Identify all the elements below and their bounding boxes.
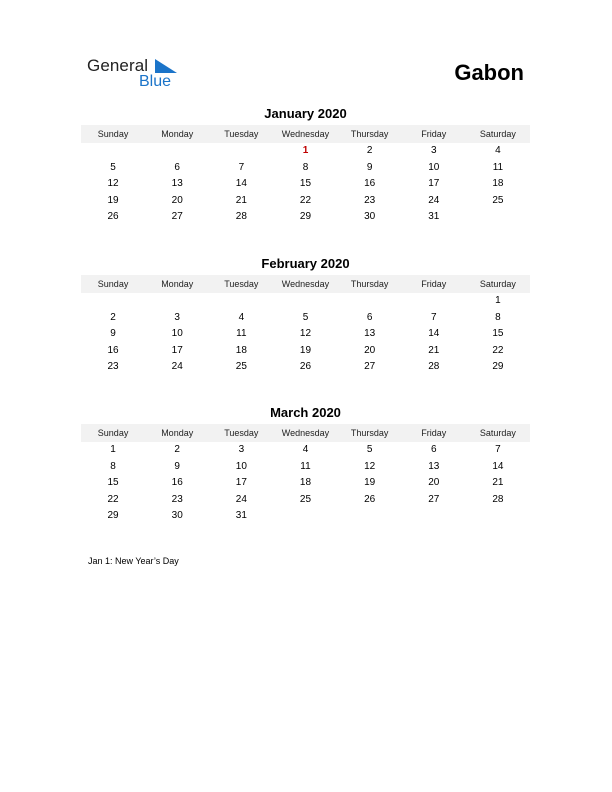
- day-cell: 11: [300, 460, 311, 472]
- day-cell: 10: [171, 328, 183, 340]
- day-cell: 18: [299, 477, 312, 489]
- day-cell: 21: [428, 344, 440, 356]
- day-cell: 31: [428, 211, 440, 223]
- day-cell: 7: [430, 311, 437, 323]
- day-cell: 17: [235, 477, 247, 489]
- day-cell: 11: [492, 161, 504, 173]
- day-cell: 29: [492, 361, 504, 373]
- day-cell: 24: [171, 361, 183, 373]
- day-cell: 21: [235, 194, 247, 206]
- day-cell: 18: [235, 344, 247, 356]
- day-cell: 11: [236, 328, 247, 340]
- day-cell: 7: [495, 444, 501, 455]
- month-title: January 2020: [264, 106, 347, 121]
- day-cell: 15: [107, 477, 119, 489]
- month-grid: [81, 442, 530, 525]
- empty-day-cell: [209, 143, 273, 160]
- day-cell: 29: [107, 510, 119, 522]
- month-title: February 2020: [261, 256, 350, 271]
- weekday-label: Monday: [161, 279, 194, 289]
- day-cell: 3: [238, 444, 245, 455]
- weekday-label: Friday: [421, 428, 447, 438]
- day-cell: 25: [492, 194, 504, 206]
- week-row: [81, 310, 530, 327]
- weekday-label: Saturday: [479, 129, 516, 139]
- week-row: [81, 492, 530, 509]
- empty-day-cell: [466, 209, 530, 226]
- week-row: [81, 343, 530, 360]
- day-cell: 17: [428, 178, 440, 190]
- holiday-note: Jan 1: New Year’s Day: [88, 556, 179, 566]
- empty-day-cell: [81, 143, 145, 160]
- day-cell: 1: [495, 295, 501, 306]
- day-cell: 6: [430, 444, 437, 455]
- day-cell: 4: [238, 311, 245, 323]
- day-cell: 14: [235, 178, 247, 190]
- day-cell: 18: [492, 178, 504, 190]
- day-cell: 8: [110, 460, 116, 472]
- day-cell: 16: [171, 477, 183, 489]
- day-cell: 21: [492, 477, 504, 489]
- day-cell: 26: [364, 493, 376, 505]
- week-row: [81, 442, 530, 459]
- day-cell: 10: [235, 460, 247, 472]
- month-grid: [81, 293, 530, 376]
- day-cell: 13: [428, 460, 440, 472]
- holiday-notes: [88, 556, 179, 566]
- logo-text-general: General: [87, 56, 149, 75]
- day-cell: 10: [428, 161, 440, 173]
- day-cell: 27: [428, 493, 440, 505]
- week-row: [81, 209, 530, 226]
- logo-text-blue: Blue: [139, 73, 172, 90]
- day-cell: 25: [299, 493, 312, 505]
- day-cell: 13: [364, 328, 376, 340]
- day-cell: 16: [107, 344, 119, 356]
- day-cell: 15: [492, 328, 504, 340]
- weekday-label: Wednesday: [281, 129, 330, 139]
- day-cell: 2: [366, 145, 373, 156]
- day-cell: 7: [238, 161, 245, 173]
- day-cell: 26: [107, 211, 119, 223]
- country-name: Gabon: [454, 60, 524, 85]
- week-row: [81, 508, 530, 525]
- day-cell: 24: [428, 194, 440, 206]
- logo-triangle-icon: [155, 59, 177, 73]
- weekday-label: Thursday: [350, 428, 389, 438]
- day-cell: 6: [174, 161, 180, 173]
- weekday-label: Sunday: [97, 129, 129, 139]
- weekday-label: Monday: [161, 129, 194, 139]
- weekday-label: Tuesday: [224, 129, 259, 139]
- day-cell: 22: [299, 194, 312, 206]
- day-cell: 27: [364, 361, 376, 373]
- week-row: [81, 160, 530, 177]
- empty-day-cell: [145, 293, 209, 310]
- day-cell: 1: [302, 145, 309, 156]
- empty-day-cell: [402, 508, 466, 525]
- day-cell: 17: [171, 344, 183, 356]
- day-cell: 24: [235, 493, 247, 505]
- day-cell: 2: [110, 311, 116, 323]
- weekday-header: [81, 275, 530, 293]
- day-cell: 23: [107, 361, 119, 373]
- weekday-label: Sunday: [97, 428, 129, 438]
- day-cell: 4: [302, 444, 309, 455]
- day-cell: 12: [364, 460, 376, 472]
- week-row: [81, 475, 530, 492]
- day-cell: 14: [492, 460, 504, 472]
- day-cell: 8: [495, 311, 501, 323]
- day-cell: 15: [299, 178, 312, 190]
- weekday-label: Tuesday: [224, 428, 259, 438]
- empty-day-cell: [402, 293, 466, 310]
- day-cell: 16: [364, 178, 376, 190]
- day-cell: 4: [495, 145, 501, 156]
- day-cell: 2: [174, 444, 180, 455]
- day-cell: 3: [174, 311, 180, 323]
- day-cell: 28: [235, 211, 247, 223]
- day-cell: 30: [171, 510, 183, 522]
- day-cell: 14: [428, 328, 440, 340]
- weekday-label: Saturday: [479, 279, 516, 289]
- empty-day-cell: [81, 293, 145, 310]
- empty-day-cell: [466, 508, 530, 525]
- day-cell: 13: [171, 178, 183, 190]
- weekday-label: Wednesday: [281, 428, 330, 438]
- day-cell: 19: [299, 344, 312, 356]
- day-cell: 1: [110, 444, 116, 455]
- day-cell: 6: [366, 311, 373, 323]
- month-title: March 2020: [270, 405, 341, 420]
- day-cell: 22: [107, 493, 119, 505]
- weekday-label: Thursday: [350, 129, 389, 139]
- day-cell: 26: [299, 361, 312, 373]
- day-cell: 23: [364, 194, 376, 206]
- weekday-label: Thursday: [350, 279, 389, 289]
- day-cell: 29: [299, 211, 312, 223]
- weekday-label: Wednesday: [281, 279, 330, 289]
- weekday-label: Saturday: [479, 428, 516, 438]
- day-cell: 9: [174, 460, 180, 472]
- month-calendar-february: [81, 255, 530, 376]
- weekday-label: Sunday: [97, 279, 129, 289]
- day-cell: 22: [492, 344, 504, 356]
- week-row: [81, 326, 530, 343]
- day-cell: 20: [428, 477, 440, 489]
- week-row: [81, 193, 530, 210]
- month-grid: [81, 143, 530, 226]
- weekday-label: Monday: [161, 428, 194, 438]
- weekday-label: Friday: [421, 279, 447, 289]
- day-cell: 19: [107, 194, 119, 206]
- day-cell: 9: [110, 328, 116, 340]
- empty-day-cell: [145, 143, 209, 160]
- day-cell: 23: [171, 493, 183, 505]
- day-cell: 28: [492, 493, 504, 505]
- day-cell: 5: [302, 311, 309, 323]
- day-cell: 9: [366, 161, 373, 173]
- day-cell: 30: [364, 211, 376, 223]
- weekday-header: [81, 424, 530, 442]
- empty-day-cell: [338, 293, 402, 310]
- day-cell: 8: [302, 161, 309, 173]
- day-cell: 25: [235, 361, 247, 373]
- day-cell: 20: [171, 194, 183, 206]
- day-cell: 28: [428, 361, 440, 373]
- day-cell: 19: [364, 477, 376, 489]
- weekday-label: Friday: [421, 129, 447, 139]
- month-calendar-march: [81, 404, 530, 525]
- day-cell: 20: [364, 344, 376, 356]
- day-cell: 27: [171, 211, 183, 223]
- week-row: [81, 143, 530, 160]
- day-cell: 12: [299, 328, 312, 340]
- empty-day-cell: [273, 508, 337, 525]
- day-cell: 5: [366, 444, 373, 455]
- day-cell: 31: [235, 510, 247, 522]
- week-row: [81, 176, 530, 193]
- weekday-label: Tuesday: [224, 279, 259, 289]
- day-cell: 12: [107, 178, 119, 190]
- empty-day-cell: [209, 293, 273, 310]
- week-row: [81, 359, 530, 376]
- weekday-header: [81, 125, 530, 143]
- empty-day-cell: [338, 508, 402, 525]
- month-calendar-january: [81, 105, 530, 226]
- day-cell: 3: [430, 145, 437, 156]
- generalblue-logo: [87, 56, 187, 92]
- empty-day-cell: [273, 293, 337, 310]
- day-cell: 5: [110, 161, 116, 173]
- week-row: [81, 459, 530, 476]
- week-row: [81, 293, 530, 310]
